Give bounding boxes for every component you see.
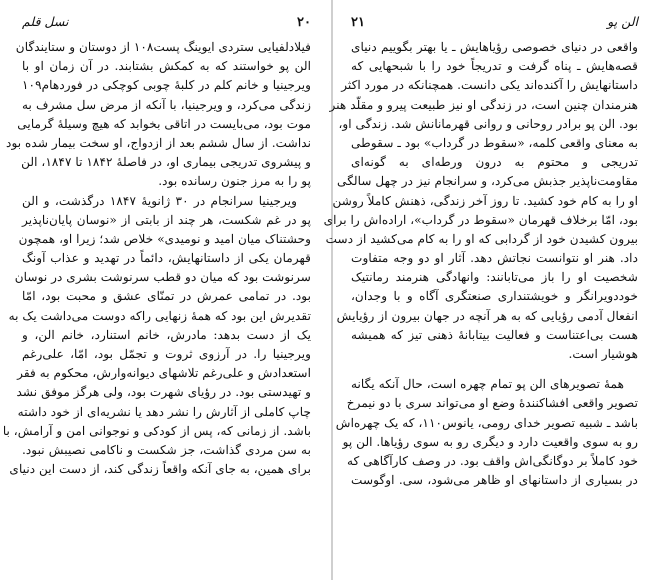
text-line: ویرجینیا را. در آرزوی ثروت و تجمّل بود، امّا، علی‌رغم [22, 347, 311, 361]
text-line: شخصیت او را باز می‌تابانند: وانهادگی هنرمند رمانتیک [351, 270, 638, 285]
text-line: واقعی در دنیای خصوصی رؤیاهایش ـ یا بهتر بگوییم دنیای [351, 40, 638, 54]
text-line: بود. در تمامی عمرش در تمنّای عشق و محبت بود، امّا [22, 289, 311, 304]
text-line: تصویر واقعی افشاکنندهٔ وضع او می‌تواند سری با دو نیمرخ [346, 396, 638, 411]
right-page-number: ۲۱ [351, 15, 365, 30]
text-line: پو را به مرز جنون رسانده بود. [158, 174, 311, 189]
text-line: انفعال آدمی رؤیایی که به هر آنچه در جهان بیرون از رؤیایش [336, 308, 638, 323]
text-line: باشد. از زمانی که، پس از کودکی و نوجوانی امن و آرامش، با [2, 423, 311, 438]
text-line: بود. الن پو برادر روحانی و روانی قهرمانانش شد. زندگی او، [338, 116, 638, 131]
text-line: بود، امّا برخلاف قهرمان «سقوط در گرداب»، اراده‌اش را برای [323, 212, 638, 227]
text-line: تدریجی و محتوم به درون ورطه‌ای به گونه‌ای [351, 155, 638, 170]
text-line: ویرجینیا و خانم کلم در کلبهٔ چوبی کوچکی در فوردهام۱۰۹ [22, 78, 311, 93]
left-page-body [2, 38, 311, 479]
text-line: رو به سوی واقعیت دارد و دیگری رو به سوی رؤیاها. الن پو [342, 434, 638, 449]
text-line: هنرمندان چنین است، در زندگی او نیز طبیعت پیرو و مقلّد هنر [329, 97, 638, 112]
text-line: الن پو خواستند که به کمکش بشتابند. در آن زمان او با [22, 59, 311, 74]
text-line: قهرمان یکی از داستانهایش، دائماً در تهدید و عذاب آونگ [22, 251, 311, 266]
right-page [323, 0, 664, 580]
right-page-header [351, 14, 638, 32]
text-line: یک از دست بدهد: مادرش، خانم استنارد، خانم الن، و [22, 327, 311, 342]
text-line: در بسیاری از داستانهای او ظاهر می‌شود، سی. اوگوست [351, 473, 638, 488]
text-line: خود کاملاً بر دوگانگی‌اش واقف بود. در وصف کارآگاهی که [346, 453, 638, 468]
text-line: استعدادش و علی‌رغم تلاشهای دیوانه‌وارش، محکوم به فقر [17, 366, 311, 381]
text-line: ویرجینیا سرانجام در ۳۰ ژانویهٔ ۱۸۴۷ درگذشت، و الن [22, 193, 297, 208]
text-line: خوددویرانگر و خویشتنداری صنعتگری آگاه و با وجدان، [351, 289, 638, 304]
text-line: داستانهایش را آکنده‌اند یکی دانست. همچنانکه در مورد اکثر [341, 78, 638, 93]
text-line: و تهیدستی بود. در رؤیای شهرت بود، ولی هرگز موفق نشد [16, 385, 311, 400]
right-page-body [323, 38, 638, 490]
text-line: هوشیار است. [568, 347, 638, 361]
left-page [0, 0, 331, 580]
left-page-header [22, 14, 311, 32]
text-line: بیرون کشیدن خود از گردابی که او را به کام می‌کشید از دست [325, 231, 638, 246]
text-line: پو در غم شکست، هر چند از بابتی از «نوسان پایان‌ناپذیر [22, 212, 311, 227]
right-paragraph-1 [323, 38, 638, 364]
text-line: قصه‌هایش ـ پناه گرفت و تدریجاً خود را با شبحهایی که [351, 59, 638, 74]
right-running-title: الن پو [607, 14, 638, 29]
text-line: همهٔ تصویرهای الن پو تمام چهره است، حال آنکه یگانه [351, 377, 624, 392]
right-paragraph-2 [335, 375, 638, 490]
text-line: هست بی‌اعتناست و فعالیت بیتابانهٔ ذهنی تیز که همیشه [351, 327, 638, 342]
left-paragraph-2 [2, 192, 311, 480]
text-line: او را به کام خود کشید. تا روز آخر زندگی، ذهنش کاملاً روشن [332, 193, 638, 208]
text-line: وحشتناک میان امید و نومیدی» خلاص شد؛ زیرا او، همچون [18, 231, 311, 246]
text-line: موت بود، می‌بایست در اتاقی بخوابد که هیچ وسیلهٔ گرمایی [17, 116, 311, 131]
left-page-number: ۲۰ [297, 15, 311, 30]
text-line: زندگی می‌کرد، و ویرجینیا، با آنکه از مرض سل مشرف به [22, 97, 311, 112]
text-line: باشد ـ شبیه تصویر خدای رومی، یانوس۱۱۰، که یک چهره‌اش [335, 415, 638, 430]
text-line: تقدیرش این بود که همهٔ زنهایی راکه دوست می‌داشت یک به [8, 308, 311, 323]
text-line: سرنوشت بود که میان دو قطب سرنوشت بشری در نوسان [14, 270, 311, 285]
text-line: مقاومت‌ناپذیر جذبش می‌کرد، و سرانجام نیز در چهل سالگی [337, 174, 638, 189]
text-line: چاپ کاملی از آثارش را نشر دهد یا نشریه‌ای از خود داشته [17, 404, 311, 419]
paragraph-gap [351, 364, 638, 375]
text-line: به معنای واقعی کلمه، «سقوط در گرداب» بود ـ سقوطی [351, 135, 638, 150]
text-line: فیلادلفیایی ستردی ایوینگ پست۱۰۸ از دوستان و ستایندگان [15, 40, 311, 54]
text-line: نداشت. از سال ششم بعد از ازدواج، او سخت بیمار شده بود [6, 135, 311, 150]
text-line: برای همین، به جای آنکه واقعاً زندگی کند، از دست این دنیای [9, 462, 311, 477]
text-line: به سن مردی گذاشت، جز شکست و ناکامی نصیبش نبود. [22, 442, 311, 457]
text-line: و پیشروی تدریجی بیماری او، در فاصلهٔ ۱۸۴۲ تا ۱۸۴۷، الن [21, 155, 311, 170]
left-paragraph-1 [6, 38, 311, 192]
text-line: داد. هنر او نتوانست نجاتش دهد. آثار او دو وجه متفاوت [351, 251, 638, 266]
left-running-title: نسل قلم [22, 14, 69, 29]
